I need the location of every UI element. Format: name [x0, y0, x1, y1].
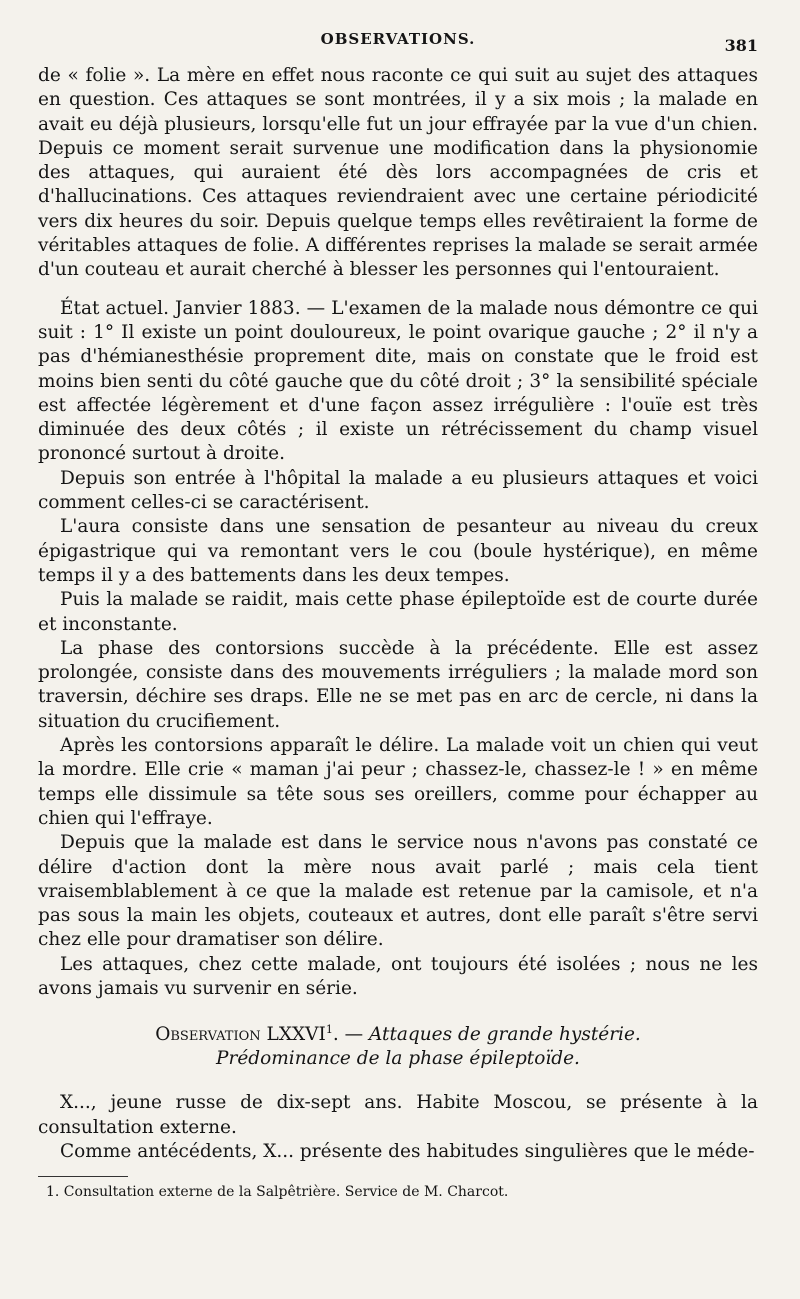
paragraph: La phase des contorsions succède à la précédente. Elle est assez prolongée, consiste dans des mouvements irréguliers ; la malade mord son traversin, déchire ses draps. Elle ne se met pas en arc de cercle, ni dans la situation du crucifiement.	[38, 637, 758, 732]
running-title: OBSERVATIONS.	[320, 30, 476, 48]
observation-heading	[38, 1023, 758, 1071]
footnote-mark: 1	[325, 1023, 333, 1037]
paragraph: Depuis son entrée à l'hôpital la malade a eu plusieurs attaques et voici comment celles-ci se caractérisent.	[38, 467, 758, 514]
paragraph: État actuel. Janvier 1883. — L'examen de la malade nous démontre ce qui suit : 1° Il existe un point douloureux, le point ovarique gauche ; 2° il n'y a pas d'hémianesthésie proprement dite, mais on constate que le froid est moins bien senti du côté gauche que du côté droit ; 3° la sensibilité spéciale est affectée légèrement et d'une façon assez irrégulière : l'ouïe est très diminuée des deux côtés ; il existe un rétrécissement du champ visuel prononcé surtout à droite.	[38, 297, 758, 465]
observation-title: Attaques de grande hystérie.	[368, 1024, 641, 1046]
paragraph: L'aura consiste dans une sensation de pesanteur au niveau du creux épigastrique qui va remontant vers le cou (boule hystérique), en même temps il y a des battements dans les deux tempes.	[38, 516, 758, 586]
main-text	[38, 64, 758, 1164]
paragraph: Comme antécédents, X... présente des habitudes singulières que le méde-	[60, 1140, 755, 1162]
footnote: 1. Consultation externe de la Salpêtrière. Service de M. Charcot.	[46, 1184, 509, 1201]
paragraph: de « folie ». La mère en effet nous raconte ce qui suit au sujet des attaques en question. Ces attaques se sont montrées, il y a six mois ; la malade en avait eu déjà plusieurs, lorsqu'elle fut un jour effrayée par la vue d'un chien. Depuis ce moment serait survenue une modification dans la physionomie des attaques, qui auraient été dès lors accompagnées de cris et d'hallucinations. Ces attaques reviendraient avec une certaine périodicité vers dix heures du soir. Depuis quelque temps elles revêtiraient la forme de véritables attaques de folie. A différentes reprises la malade se serait armée d'un couteau et aurait cherché à blesser les personnes qui l'entouraient.	[38, 65, 758, 281]
observation-label: Observation LXXVI	[155, 1024, 326, 1046]
observation-subtitle: Prédominance de la phase épileptoïde.	[216, 1048, 580, 1070]
running-header	[38, 28, 758, 64]
paragraph: Depuis que la malade est dans le service nous n'avons pas constaté ce délire d'action dont la mère nous avait parlé ; mais cela tient vraisemblablement à ce que la malade est retenue par la camisole, et n'a pas sous la main les objets, couteaux et autres, dont elle paraît s'être servi chez elle pour dramatiser son délire.	[38, 832, 758, 951]
paragraph: X..., jeune russe de dix-sept ans. Habite Moscou, se présente à la consultation externe.	[38, 1092, 758, 1138]
footnote-divider	[38, 1176, 128, 1177]
page-number: 381	[724, 36, 758, 55]
paragraph: Les attaques, chez cette malade, ont toujours été isolées ; nous ne les avons jamais vu survenir en série.	[38, 953, 758, 999]
paragraph: Après les contorsions apparaît le délire. La malade voit un chien qui veut la mordre. Elle crie « maman j'ai peur ; chassez-le, chassez-le ! » en même temps elle dissimule sa tête sous ses oreillers, comme pour échapper au chien qui l'effraye.	[38, 735, 758, 829]
observation-separator: . —	[332, 1024, 364, 1046]
paragraph: Puis la malade se raidit, mais cette phase épileptoïde est de courte durée et inconstante.	[38, 589, 758, 635]
